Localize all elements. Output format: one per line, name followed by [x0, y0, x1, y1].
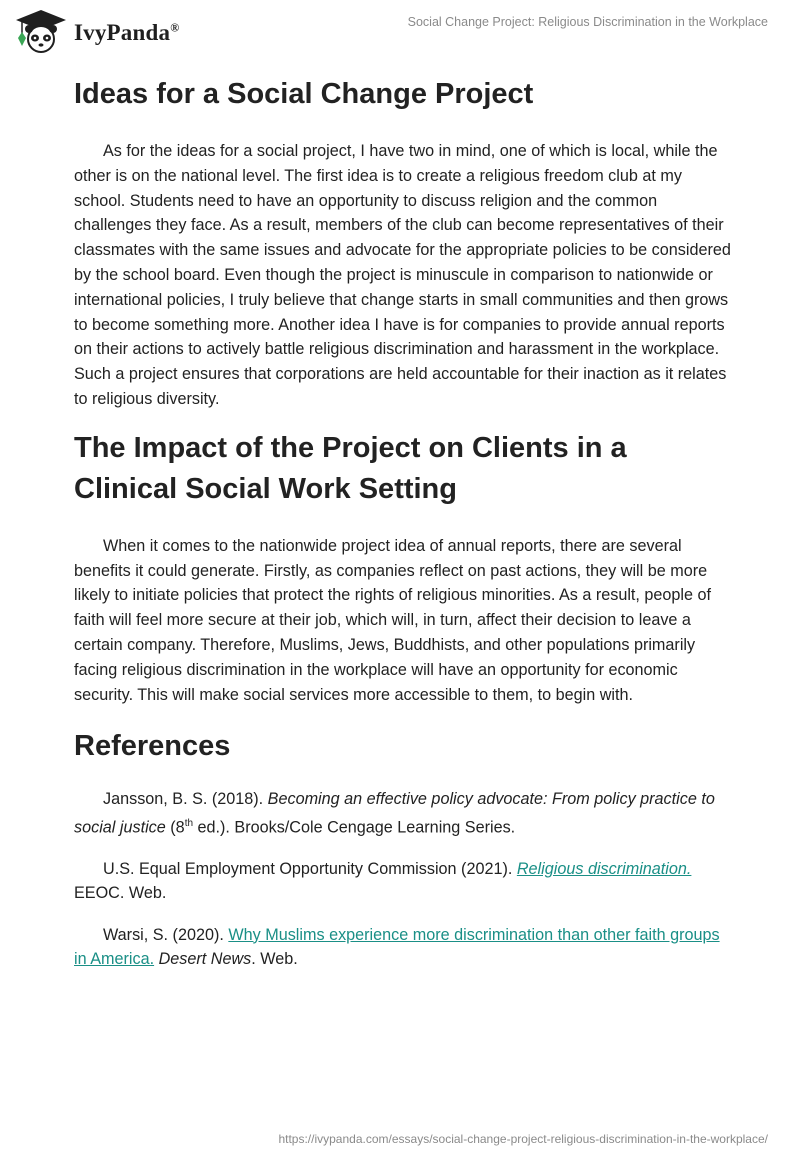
panda-mascot-icon: [14, 8, 68, 54]
section-heading: Ideas for a Social Change Project: [74, 78, 534, 110]
reference-link[interactable]: Why Muslims experience more discrimination than other faith groups in America.: [74, 925, 720, 969]
section-paragraph: When it comes to the nationwide project idea of annual reports, there are several benefits it could generate. Firstly, as companies reflect on past actions, they will be more likely to initiate policies that protect the rights of religious minorities. As a result, people of faith will feel more secure at their job, which will, in turn, affect their decision to leave a certain company. Therefore, Muslims, Jews, Buddhists, and other populations primarily facing religious discrimination in the workplace will have an opportunity for economic security. This will make social services more accessible to them, to begin with.: [74, 536, 712, 704]
reference-item: U.S. Equal Employment Opportunity Commission (2021). Religious discrimination. EEOC. Web.: [74, 859, 692, 903]
source-url[interactable]: https://ivypanda.com/essays/social-change-project-religious-discrimination-in-the-workplace/: [278, 1132, 768, 1146]
reference-item: Jansson, B. S. (2018). Becoming an effective policy advocate: From policy practice to social justice (8th ed.). Brooks/Cole Cengage Learning Series.: [74, 790, 715, 837]
document-title: Social Change Project: Religious Discrimination in the Workplace: [407, 15, 768, 29]
brand-logo[interactable]: [14, 8, 179, 54]
reference-link[interactable]: Religious discrimination.: [516, 859, 692, 878]
article-body: [74, 66, 734, 972]
brand-name: IvyPanda®: [74, 20, 180, 45]
references-heading: References: [74, 730, 231, 763]
section-paragraph: As for the ideas for a social project, I have two in mind, one of which is local, while the other is on the national level. The first idea is to create a religious freedom club at my school. Students need to have an opportunity to discuss religion and the common challenges they face. As a result, members of the club can become representatives of their classmates with the same issues and advocate for the appropriate policies to be considered by the school board. Even though the project is minuscule in comparison to nationwide or international policies, I truly believe that change starts in small communities and then grows to become something more. Another idea I have is for companies to provide annual reports on their actions to actively battle religious discrimination and harassment in the workplace. Such a project ensures that corporations are held accountable for their inaction as it relates to religious diversity.: [74, 142, 731, 408]
reference-item: Warsi, S. (2020). Why Muslims experience more discrimination than other faith groups in America. Desert News. Web.: [74, 925, 720, 969]
section-heading: The Impact of the Project on Clients in a Clinical Social Work Setting: [74, 431, 627, 505]
